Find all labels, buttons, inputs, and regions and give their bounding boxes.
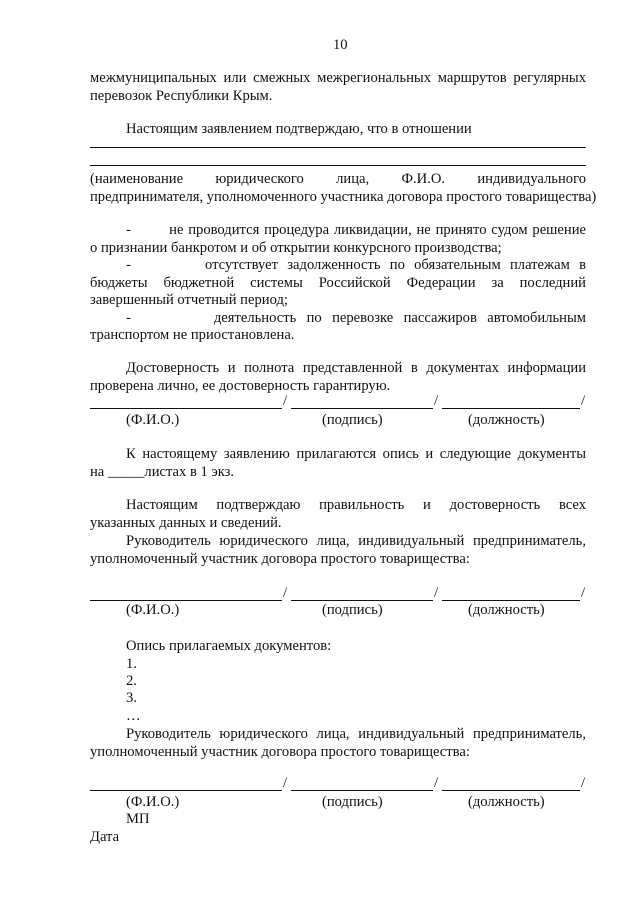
condition-2-line-3: завершенный отчетный период; — [90, 292, 288, 308]
condition-1-line-1: - не проводится процедура ликвидации, не принято судом решение — [126, 222, 586, 238]
separator: / — [283, 774, 288, 791]
condition-1-line-2: о признании банкротом и об открытии конкурсного производства; — [90, 240, 502, 256]
signature-label: (подпись) — [322, 602, 383, 618]
confirm-statement: Настоящим заявлением подтверждаю, что в отношении — [126, 121, 472, 137]
separator: / — [283, 584, 288, 601]
position-label: (должность) — [468, 794, 545, 810]
separator: / — [434, 392, 439, 409]
fio-field[interactable] — [90, 600, 282, 601]
reliability-line-1: Достоверность и полнота представленной в документах информации — [126, 360, 586, 376]
head-2-line-2: уполномоченный участник договора простого товарищества: — [90, 744, 470, 760]
position-label: (должность) — [468, 412, 545, 428]
blank-line[interactable] — [90, 165, 586, 166]
reliability-line-2: проверена лично, ее достоверность гарантирую. — [90, 378, 391, 394]
position-field[interactable] — [442, 600, 580, 601]
fio-label: (Ф.И.О.) — [126, 412, 180, 428]
separator: / — [283, 392, 288, 409]
condition-3-line-1: - деятельность по перевозке пассажиров автомобильным — [126, 310, 586, 326]
signature-labels — [90, 794, 586, 812]
fio-label: (Ф.И.О.) — [126, 794, 180, 810]
inventory-item: 1. — [126, 656, 137, 672]
signature-label: (подпись) — [322, 794, 383, 810]
head-1-line-2: уполномоченный участник договора простого товарищества: — [90, 551, 470, 567]
inventory-item: … — [126, 708, 141, 724]
separator: / — [434, 774, 439, 791]
attachments-line-1: К настоящему заявлению прилагаются опись и следующие документы — [126, 446, 586, 462]
confirmation-line-1: Настоящим подтверждаю правильность и достоверность всех — [126, 497, 586, 513]
condition-2-line-1: - отсутствует задолженность по обязательным платежам в — [126, 257, 586, 273]
signature-labels — [90, 412, 586, 430]
signature-label: (подпись) — [322, 412, 383, 428]
position-field[interactable] — [442, 790, 580, 791]
position-label: (должность) — [468, 602, 545, 618]
signature-field[interactable] — [291, 790, 433, 791]
head-2-line-1: Руководитель юридического лица, индивидуальный предприниматель, — [126, 726, 586, 742]
fio-label: (Ф.И.О.) — [126, 602, 180, 618]
signature-row — [90, 391, 586, 409]
separator: / — [581, 392, 586, 409]
condition-3-line-2: транспортом не приостановлена. — [90, 327, 295, 343]
head-1-line-1: Руководитель юридического лица, индивидуальный предприниматель, — [126, 533, 586, 549]
position-field[interactable] — [442, 408, 580, 409]
inventory-title: Опись прилагаемых документов: — [126, 638, 332, 654]
date-label: Дата — [90, 829, 120, 845]
confirmation-line-2: указанных данных и сведений. — [90, 515, 282, 531]
legal-name-hint-1: (наименование юридического лица, Ф.И.О. индивидуального — [90, 171, 586, 187]
fio-field[interactable] — [90, 790, 282, 791]
page-number: 10 — [333, 37, 348, 53]
blank-line[interactable] — [90, 147, 586, 148]
signature-labels — [90, 602, 586, 620]
intro-line-2: перевозок Республики Крым. — [90, 88, 273, 104]
separator: / — [581, 774, 586, 791]
stamp-label: МП — [126, 811, 150, 827]
attachments-line-2: на _____листах в 1 экз. — [90, 464, 235, 480]
condition-2-line-2: бюджеты бюджетной системы Российской Федерации за последний — [90, 275, 586, 291]
separator: / — [581, 584, 586, 601]
separator: / — [434, 584, 439, 601]
fio-field[interactable] — [90, 408, 282, 409]
legal-name-hint-2: предпринимателя, уполномоченного участника договора простого товарищества) — [90, 189, 597, 205]
inventory-item: 2. — [126, 673, 137, 689]
signature-row — [90, 773, 586, 791]
signature-row — [90, 583, 586, 601]
inventory-item: 3. — [126, 690, 137, 706]
signature-field[interactable] — [291, 600, 433, 601]
intro-line-1: межмуниципальных или смежных межрегиональных маршрутов регулярных — [90, 70, 586, 86]
signature-field[interactable] — [291, 408, 433, 409]
